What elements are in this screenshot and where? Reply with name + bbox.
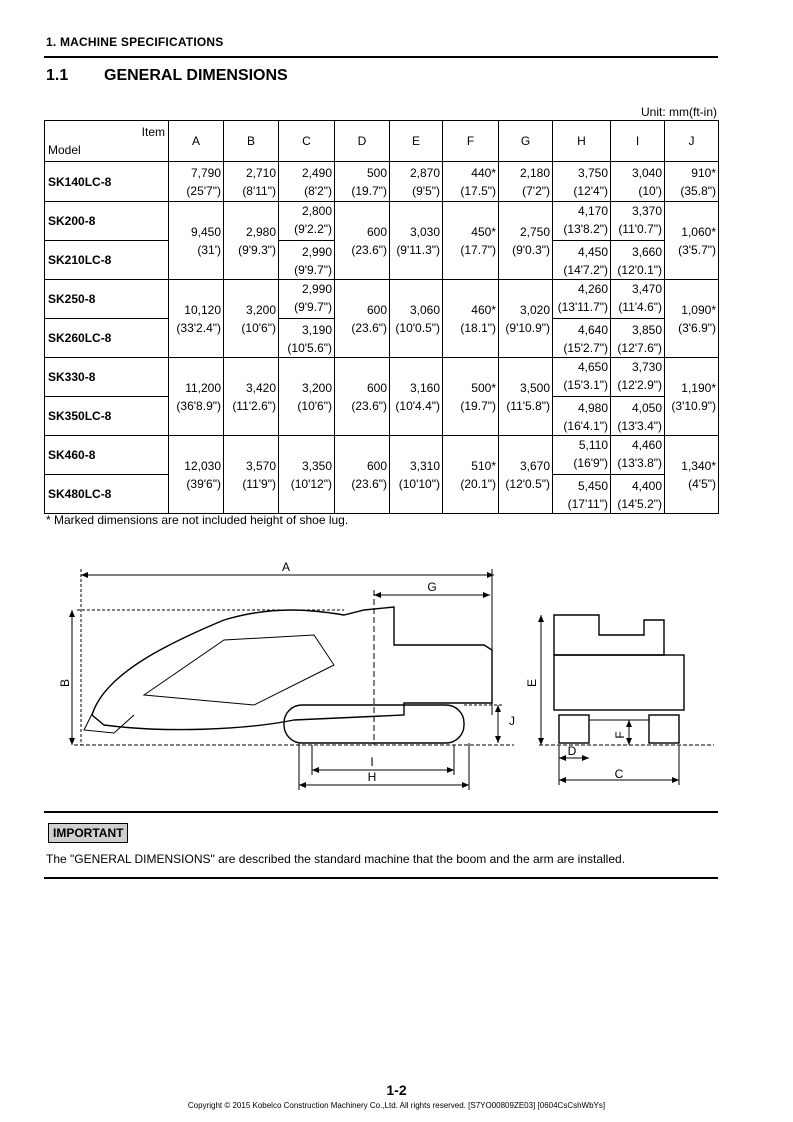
table-cell: 2,710 (8'11")	[224, 162, 279, 202]
table-cell: 2,750 (9'0.3")	[499, 202, 553, 280]
table-cell: 600 (23.6")	[335, 436, 390, 514]
table-cell: 3,500 (11'5.8")	[499, 358, 553, 436]
table-cell: 1,060* (3'5.7")	[665, 202, 719, 280]
page-number: 1-2	[386, 1082, 407, 1098]
table-cell: 4,650 (15'3.1")	[553, 358, 611, 397]
table-cell: 4,260 (13'11.7")	[553, 280, 611, 319]
table-cell: 2,980 (9'9.3")	[224, 202, 279, 280]
table-cell: 3,370 (11'0.7")	[611, 202, 665, 241]
model-cell: SK350LC-8	[45, 397, 169, 436]
table-cell: 3,850 (12'7.6")	[611, 319, 665, 358]
model-label: Model	[48, 143, 81, 157]
table-row	[45, 280, 719, 319]
model-cell: SK480LC-8	[45, 475, 169, 514]
label-C: C	[614, 767, 624, 781]
label-H: H	[367, 770, 377, 784]
table-cell: 460* (18.1")	[443, 280, 499, 358]
table-cell: 2,800 (9'2.2")	[279, 202, 335, 241]
table-row	[45, 358, 719, 397]
table-cell: 2,490 (8'2")	[279, 162, 335, 202]
table-cell: 1,340* (4'5")	[665, 436, 719, 514]
table-cell: 600 (23.6")	[335, 202, 390, 280]
table-cell: 440* (17.5")	[443, 162, 499, 202]
table-cell: 3,350 (10'12")	[279, 436, 335, 514]
label-A: A	[281, 560, 291, 574]
table-cell: 3,060 (10'0.5")	[390, 280, 443, 358]
column-header: I	[611, 121, 665, 162]
label-F: F	[613, 731, 627, 739]
table-cell: 3,200 (10'6")	[224, 280, 279, 358]
label-D: D	[567, 744, 577, 758]
table-cell: 3,470 (11'4.6")	[611, 280, 665, 319]
unit-note: Unit: mm(ft-in)	[641, 105, 717, 119]
table-cell: 2,180 (7'2")	[499, 162, 553, 202]
table-cell: 3,200 (10'6")	[279, 358, 335, 436]
copyright: Copyright © 2015 Kobelco Construction Machinery Co.,Ltd. All rights reserved. [S7YO00809ZE03] [0604CsCshWbYs]	[187, 1101, 606, 1110]
label-B: B	[58, 678, 72, 688]
table-cell: 3,160 (10'4.4")	[390, 358, 443, 436]
table-row	[45, 436, 719, 475]
model-cell: SK330-8	[45, 358, 169, 397]
model-cell: SK210LC-8	[45, 241, 169, 280]
table-cell: 910* (35.8")	[665, 162, 719, 202]
table-row	[45, 202, 719, 241]
column-header: F	[443, 121, 499, 162]
item-label: Item	[141, 125, 165, 139]
model-cell: SK250-8	[45, 280, 169, 319]
section-title: GENERAL DIMENSIONS	[104, 67, 288, 84]
table-cell: 500* (19.7")	[443, 358, 499, 436]
table-cell: 3,040 (10')	[611, 162, 665, 202]
table-cell: 4,050 (13'3.4")	[611, 397, 665, 436]
side-view	[72, 569, 514, 790]
table-cell: 4,640 (15'2.7")	[553, 319, 611, 358]
table-cell: 3,730 (12'2.9")	[611, 358, 665, 397]
table-cell: 600 (23.6")	[335, 280, 390, 358]
table-cell: 9,450 (31')	[169, 202, 224, 280]
table-cell: 4,450 (14'7.2")	[553, 241, 611, 280]
model-cell: SK460-8	[45, 436, 169, 475]
table-cell: 3,750 (12'4")	[553, 162, 611, 202]
item-model-header	[45, 121, 169, 162]
model-cell: SK140LC-8	[45, 162, 169, 202]
column-header: G	[499, 121, 553, 162]
table-cell: 4,400 (14'5.2")	[611, 475, 665, 514]
table-cell: 500 (19.7")	[335, 162, 390, 202]
table-cell: 3,670 (12'0.5")	[499, 436, 553, 514]
important-badge: IMPORTANT	[48, 823, 128, 843]
table-cell: 5,450 (17'11")	[553, 475, 611, 514]
header-rule	[44, 56, 718, 58]
column-header: E	[390, 121, 443, 162]
front-view	[539, 615, 714, 785]
important-text: The "GENERAL DIMENSIONS" are described the standard machine that the boom and the arm are installed.	[46, 852, 626, 866]
model-cell: SK200-8	[45, 202, 169, 241]
table-cell: 510* (20.1")	[443, 436, 499, 514]
table-cell: 3,570 (11'9")	[224, 436, 279, 514]
section-number: 1.1	[46, 67, 69, 84]
important-top-rule	[44, 811, 718, 813]
column-header: J	[665, 121, 719, 162]
table-cell: 7,790 (25'7")	[169, 162, 224, 202]
column-header: D	[335, 121, 390, 162]
table-row	[45, 162, 719, 202]
table-cell: 3,420 (11'2.6")	[224, 358, 279, 436]
table-cell: 3,310 (10'10")	[390, 436, 443, 514]
table-cell: 600 (23.6")	[335, 358, 390, 436]
table-cell: 2,990 (9'9.7")	[279, 241, 335, 280]
table-cell: 1,090* (3'6.9")	[665, 280, 719, 358]
table-cell: 3,020 (9'10.9")	[499, 280, 553, 358]
label-E: E	[525, 678, 539, 688]
footnote: * Marked dimensions are not included height of shoe lug.	[46, 513, 349, 527]
table-cell: 2,870 (9'5")	[390, 162, 443, 202]
model-cell: SK260LC-8	[45, 319, 169, 358]
table-cell: 1,190* (3'10.9")	[665, 358, 719, 436]
table-header-row	[45, 121, 719, 162]
table-cell: 450* (17.7")	[443, 202, 499, 280]
label-J: J	[509, 714, 515, 728]
table-cell: 5,110 (16'9")	[553, 436, 611, 475]
table-cell: 3,660 (12'0.1")	[611, 241, 665, 280]
excavator-dimension-diagram	[44, 555, 744, 795]
table-cell: 4,170 (13'8.2")	[553, 202, 611, 241]
table-cell: 10,120 (33'2.4")	[169, 280, 224, 358]
column-header: C	[279, 121, 335, 162]
table-cell: 3,190 (10'5.6")	[279, 319, 335, 358]
table-cell: 4,460 (13'3.8")	[611, 436, 665, 475]
column-header: H	[553, 121, 611, 162]
label-I: I	[370, 755, 374, 769]
column-header: B	[224, 121, 279, 162]
table-cell: 3,030 (9'11.3")	[390, 202, 443, 280]
section-header: 1. MACHINE SPECIFICATIONS	[46, 35, 224, 49]
table-cell: 12,030 (39'6")	[169, 436, 224, 514]
table-cell: 4,980 (16'4.1")	[553, 397, 611, 436]
table-cell: 11,200 (36'8.9")	[169, 358, 224, 436]
label-G: G	[427, 580, 437, 594]
dimensions-table	[44, 120, 719, 514]
page-title	[46, 67, 288, 85]
table-cell: 2,990 (9'9.7")	[279, 280, 335, 319]
important-bottom-rule	[44, 877, 718, 879]
column-header: A	[169, 121, 224, 162]
